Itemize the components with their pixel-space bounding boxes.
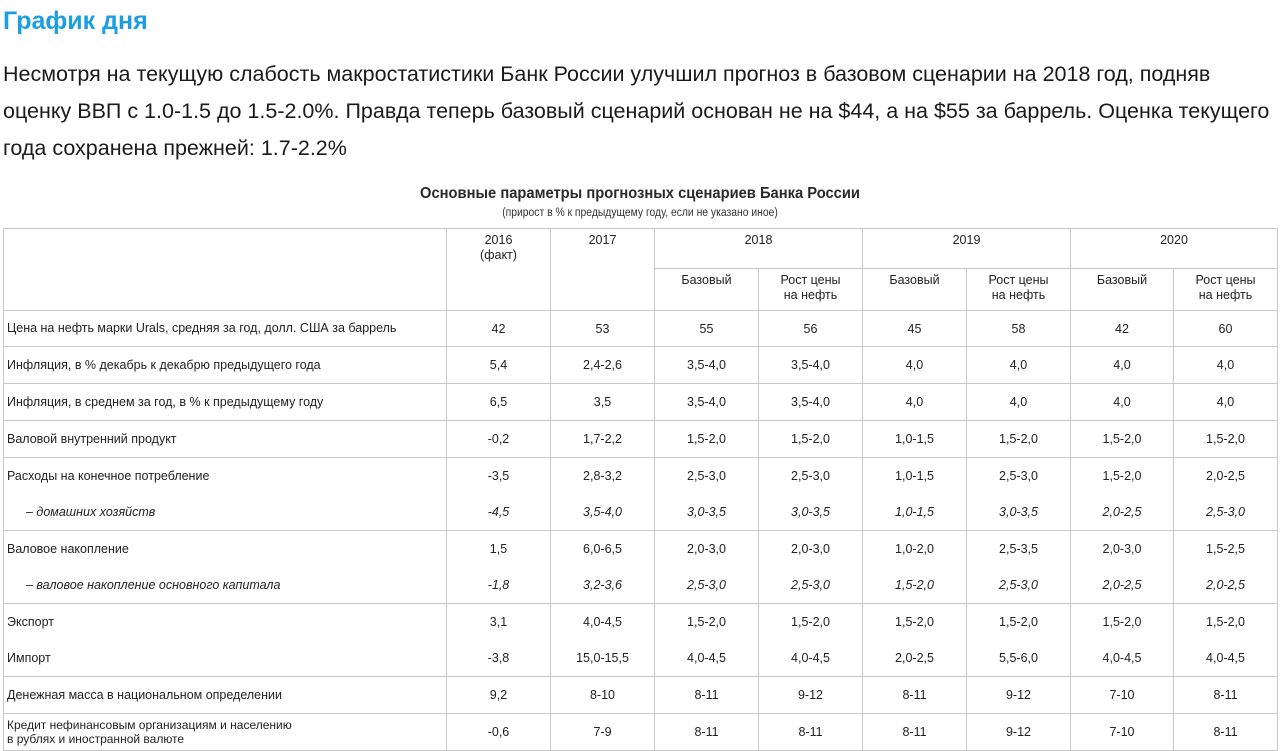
cell: 9-12: [967, 677, 1071, 714]
cell: 1,5-2,0: [759, 604, 863, 641]
header-scenario-base: Базовый: [863, 269, 967, 311]
cell: 7-9: [551, 714, 655, 751]
cell: 1,0-1,5: [863, 421, 967, 458]
header-year-2018: 2018: [655, 229, 863, 269]
cell: 4,0-4,5: [551, 604, 655, 641]
cell: 56: [759, 311, 863, 347]
cell: 1,5-2,0: [1071, 421, 1174, 458]
header-year-2020: 2020: [1071, 229, 1278, 269]
row-label: – валовое накопление основного капитала: [4, 567, 447, 604]
table-row: [4, 531, 1278, 568]
cell: 2,5-3,5: [967, 531, 1071, 568]
cell: -0,6: [447, 714, 551, 751]
cell: 8-11: [655, 677, 759, 714]
header-year-2016: 2016 (факт): [447, 229, 551, 311]
cell: -1,8: [447, 567, 551, 604]
row-label: Кредит нефинансовым организациям и населению в рублях и иностранной валюте: [4, 714, 447, 751]
cell: 55: [655, 311, 759, 347]
cell: 8-11: [863, 714, 967, 751]
cell: 8-11: [759, 714, 863, 751]
cell: 4,0: [863, 384, 967, 421]
table-row: [4, 347, 1278, 384]
cell: 3,0-3,5: [655, 494, 759, 531]
cell: 2,5-3,0: [655, 567, 759, 604]
cell: 8-11: [1174, 714, 1278, 751]
cell: 1,5-2,0: [655, 604, 759, 641]
cell: 4,0-4,5: [655, 640, 759, 677]
header-year-2019: 2019: [863, 229, 1071, 269]
cell: 9-12: [759, 677, 863, 714]
cell: 15,0-15,5: [551, 640, 655, 677]
table-row: [4, 458, 1278, 495]
cell: 2,5-3,0: [655, 458, 759, 495]
table-row: [4, 677, 1278, 714]
header-scenario-base: Базовый: [655, 269, 759, 311]
cell: 1,0-1,5: [863, 458, 967, 495]
row-label: Экспорт: [4, 604, 447, 641]
table-subtitle: (прирост в % к предыдущему году, если не указано иное): [502, 207, 778, 219]
table-row: [4, 567, 1278, 604]
cell: 3,2-3,6: [551, 567, 655, 604]
cell: 2,0-2,5: [1174, 458, 1278, 495]
row-label: Инфляция, в % декабрь к декабрю предыдущего года: [4, 347, 447, 384]
cell: 2,5-3,0: [759, 458, 863, 495]
cell: 1,5-2,0: [967, 421, 1071, 458]
cell: 60: [1174, 311, 1278, 347]
table-row: [4, 311, 1278, 347]
cell: 2,0-3,0: [759, 531, 863, 568]
cell: 3,5-4,0: [759, 347, 863, 384]
row-label: – домашних хозяйств: [4, 494, 447, 531]
cell: 2,5-3,0: [759, 567, 863, 604]
cell: 2,4-2,6: [551, 347, 655, 384]
header-scenario-oil: Рост цены на нефть: [967, 269, 1071, 311]
header-scenario-base: Базовый: [1071, 269, 1174, 311]
forecast-table: [3, 228, 1278, 751]
cell: 1,5-2,0: [1071, 604, 1174, 641]
cell: 3,0-3,5: [759, 494, 863, 531]
cell: 7-10: [1071, 714, 1174, 751]
row-label: Цена на нефть марки Urals, средняя за год, долл. США за баррель: [4, 311, 447, 347]
cell: 8-11: [863, 677, 967, 714]
cell: 3,5-4,0: [551, 494, 655, 531]
cell: -4,5: [447, 494, 551, 531]
cell: 3,5-4,0: [655, 384, 759, 421]
table-row: [4, 384, 1278, 421]
table-row: [4, 604, 1278, 641]
row-label: Валовое накопление: [4, 531, 447, 568]
table-row: [4, 421, 1278, 458]
cell: 2,5-3,0: [967, 458, 1071, 495]
cell: 1,0-2,0: [863, 531, 967, 568]
cell: 1,5-2,0: [1174, 421, 1278, 458]
cell: 3,5-4,0: [655, 347, 759, 384]
cell: 1,5-2,0: [655, 421, 759, 458]
cell: 3,5-4,0: [759, 384, 863, 421]
cell: 8-11: [655, 714, 759, 751]
cell: 2,0-2,5: [863, 640, 967, 677]
cell: 53: [551, 311, 655, 347]
cell: 1,5: [447, 531, 551, 568]
cell: 4,0: [1071, 384, 1174, 421]
cell: 1,5-2,0: [1071, 458, 1174, 495]
table-title: Основные параметры прогнозных сценариев Банка России: [420, 185, 860, 202]
cell: 7-10: [1071, 677, 1174, 714]
header-scenario-oil: Рост цены на нефть: [759, 269, 863, 311]
cell: 2,0-2,5: [1174, 567, 1278, 604]
cell: 1,7-2,2: [551, 421, 655, 458]
cell: 42: [447, 311, 551, 347]
cell: -3,5: [447, 458, 551, 495]
cell: 1,5-2,0: [863, 567, 967, 604]
cell: 4,0: [967, 384, 1071, 421]
row-label: Инфляция, в среднем за год, в % к предыдущему году: [4, 384, 447, 421]
cell: 2,0-2,5: [1071, 567, 1174, 604]
cell: 2,8-3,2: [551, 458, 655, 495]
page-title: График дня: [3, 7, 148, 35]
cell: 4,0: [1071, 347, 1174, 384]
cell: 3,0-3,5: [967, 494, 1071, 531]
cell: 4,0: [1174, 347, 1278, 384]
cell: 9-12: [967, 714, 1071, 751]
cell: 1,5-2,0: [1174, 604, 1278, 641]
header-label-cell: [4, 229, 447, 311]
cell: 1,5-2,0: [967, 604, 1071, 641]
cell: -0,2: [447, 421, 551, 458]
table-row: [4, 494, 1278, 531]
header-scenario-oil: Рост цены на нефть: [1174, 269, 1278, 311]
cell: 2,0-3,0: [655, 531, 759, 568]
cell: 2,5-3,0: [1174, 494, 1278, 531]
cell: 8-10: [551, 677, 655, 714]
row-label: Валовой внутренний продукт: [4, 421, 447, 458]
row-label: Денежная масса в национальном определении: [4, 677, 447, 714]
row-label: Импорт: [4, 640, 447, 677]
cell: 42: [1071, 311, 1174, 347]
cell: 4,0: [967, 347, 1071, 384]
cell: 1,0-1,5: [863, 494, 967, 531]
cell: 3,1: [447, 604, 551, 641]
intro-paragraph: Несмотря на текущую слабость макростатистики Банк России улучшил прогноз в базовом сценарии на 2018 год, подняв оценку ВВП с 1.0-1.5 до 1.5-2.0%. Правда теперь базовый сценарий основан не на $44, а на $55 за баррель. Оценка текущего года сохранена прежней: 1.7-2.2%: [3, 62, 1270, 160]
header-year-2017: 2017: [551, 229, 655, 311]
cell: 8-11: [1174, 677, 1278, 714]
cell: 1,5-2,5: [1174, 531, 1278, 568]
cell: 4,0-4,5: [759, 640, 863, 677]
row-label: Расходы на конечное потребление: [4, 458, 447, 495]
cell: 9,2: [447, 677, 551, 714]
cell: 5,4: [447, 347, 551, 384]
cell: 4,0-4,5: [1071, 640, 1174, 677]
cell: 4,0-4,5: [1174, 640, 1278, 677]
cell: -3,8: [447, 640, 551, 677]
cell: 1,5-2,0: [759, 421, 863, 458]
cell: 45: [863, 311, 967, 347]
cell: 58: [967, 311, 1071, 347]
cell: 2,0-3,0: [1071, 531, 1174, 568]
cell: 4,0: [863, 347, 967, 384]
cell: 6,5: [447, 384, 551, 421]
cell: 6,0-6,5: [551, 531, 655, 568]
table-row: [4, 714, 1278, 751]
cell: 2,5-3,0: [967, 567, 1071, 604]
cell: 3,5: [551, 384, 655, 421]
cell: 5,5-6,0: [967, 640, 1071, 677]
table-row: [4, 640, 1278, 677]
cell: 2,0-2,5: [1071, 494, 1174, 531]
cell: 1,5-2,0: [863, 604, 967, 641]
cell: 4,0: [1174, 384, 1278, 421]
